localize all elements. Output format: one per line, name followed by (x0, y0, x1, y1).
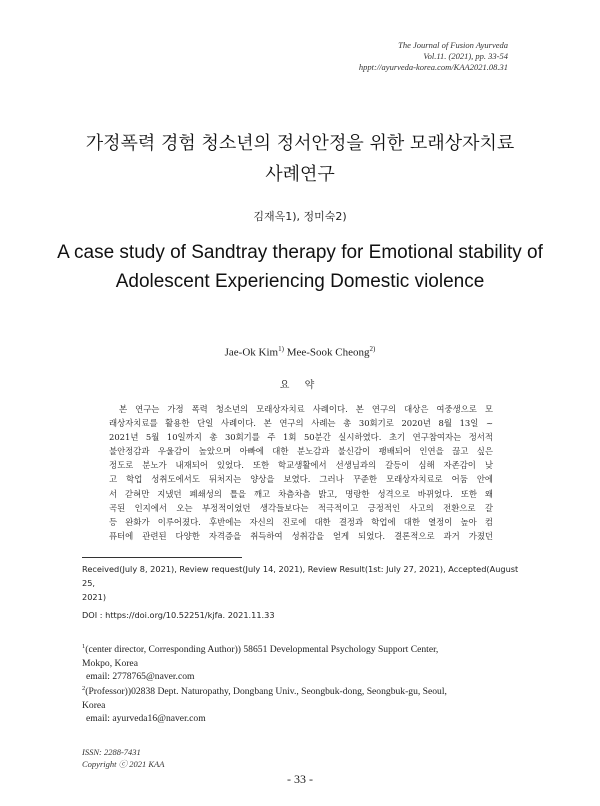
journal-name: The Journal of Fusion Ayurveda (398, 40, 508, 50)
abstract-line: 퓨터에 관련된 다양한 자격증을 취득하여 성취감을 얻게 되었다. 결론적으로 과거 가졌던 (109, 530, 493, 541)
page-number: - 33 - (287, 772, 313, 786)
abstract-line: 불안정감과 우울감이 높았으며 아빠에 대한 분노감과 불신감이 팽배되어 인연을 끊고 싶은 (109, 446, 493, 457)
abstract-line: 래상자치료를 활용한 단일 사례이다. 본 연구의 사례는 총 30회기로 2020년 8월 13일 ~ (109, 418, 493, 429)
footnote-2-location: Korea (82, 699, 106, 711)
author-1-name: Jae-Ok Kim (224, 346, 279, 359)
footnote-2-affiliation: (Professor))02838 Dept. Naturopathy, Dongbang Univ., Seongbuk-dong, Seongbuk-gu, Seoul, (85, 686, 447, 698)
author-2-mark: 2) (369, 345, 376, 353)
footnote-divider (82, 557, 242, 558)
abstract-line: 본 연구는 가정 폭력 청소년의 모래상자치료 사례이다. 본 연구의 대상은 여중생으로 모 (119, 404, 493, 414)
abstract-line: 등 완화가 이루어졌다. 후반에는 자신의 진로에 대한 결정과 학업에 대한 열정이 높아 컴 (109, 516, 493, 527)
abstract-body (109, 402, 493, 543)
english-title (40, 238, 560, 296)
korean-title (60, 128, 540, 190)
author-2-name: Mee-Sook Cheong (283, 346, 370, 359)
received-dates (82, 562, 520, 604)
footnote-1-mark: 1 (82, 643, 86, 650)
abstract-line: 서 갇혀만 지냈던 폐쇄성의 틀을 깨고 차츰차츰 밝고, 명랑한 성격으로 바뀌었다. 또한 왜 (109, 488, 493, 499)
issn-block (82, 746, 164, 770)
journal-header (359, 40, 508, 73)
abstract-line: 곡된 인지에서 오는 부정적이었던 생각들보다는 적극적이고 긍정적인 사고의 전환으로 갈 (109, 502, 493, 513)
footnote-2-email: email: ayurveda16@naver.com (86, 713, 206, 725)
author-1-mark: 1) (278, 345, 284, 353)
journal-url: hppt://ayurveda-korea.com/KAA2021.08.31 (358, 62, 508, 72)
journal-volume: Vol.11. (2021), pp. 33-54 (423, 51, 508, 61)
english-authors (0, 345, 600, 359)
abstract-line: 정도로 분노가 내재되어 있었다. 또한 학교생활에서 선생님과의 갈등이 심해 자존감이 낮 (109, 460, 493, 471)
korean-authors: 김재옥1), 정미숙2) (253, 210, 347, 223)
korean-title-line-1: 가정폭력 경험 청소년의 정서안정을 위한 모래상자치료 (85, 133, 515, 154)
footnote-1-email: email: 2778765@naver.com (86, 671, 195, 683)
footnote-1-location: Mokpo, Korea (82, 657, 138, 669)
footnote-2 (82, 682, 520, 726)
abstract-heading: 요 약 (279, 380, 321, 391)
doi: DOI : https://doi.org/10.52251/kjfa. 2021.11.33 (82, 610, 275, 620)
issn: ISSN: 2288-7431 (82, 747, 141, 757)
received-line-1: Received(July 8, 2021), Review request(July 14, 2021), Review Result(1st: July 27, 2021), Accepted(August 25, (82, 564, 519, 588)
abstract-line: 고 학업 성취도에서도 뒤처지는 양상을 보였다. 그러나 꾸준한 모래상자치료로 어둠 안에 (109, 474, 493, 485)
copyright: Copyright ⓒ 2021 KAA (82, 759, 165, 769)
footnote-1 (82, 640, 520, 684)
received-line-2: 2021) (82, 592, 107, 602)
footnote-1-affiliation: (center director, Corresponding Author)) 58651 Developmental Psychology Support Center, (85, 644, 439, 656)
english-title-line-2: Adolescent Experiencing Domestic violence (115, 271, 485, 292)
english-title-line-1: A case study of Sandtray therapy for Emotional stability of (57, 242, 543, 263)
footnote-2-mark: 2 (82, 685, 86, 692)
korean-title-line-2: 사례연구 (265, 164, 335, 185)
abstract-line: 2021년 5월 10일까지 총 30회기를 주 1회 50분간 실시하였다. 초기 연구참여자는 정서적 (109, 432, 493, 443)
